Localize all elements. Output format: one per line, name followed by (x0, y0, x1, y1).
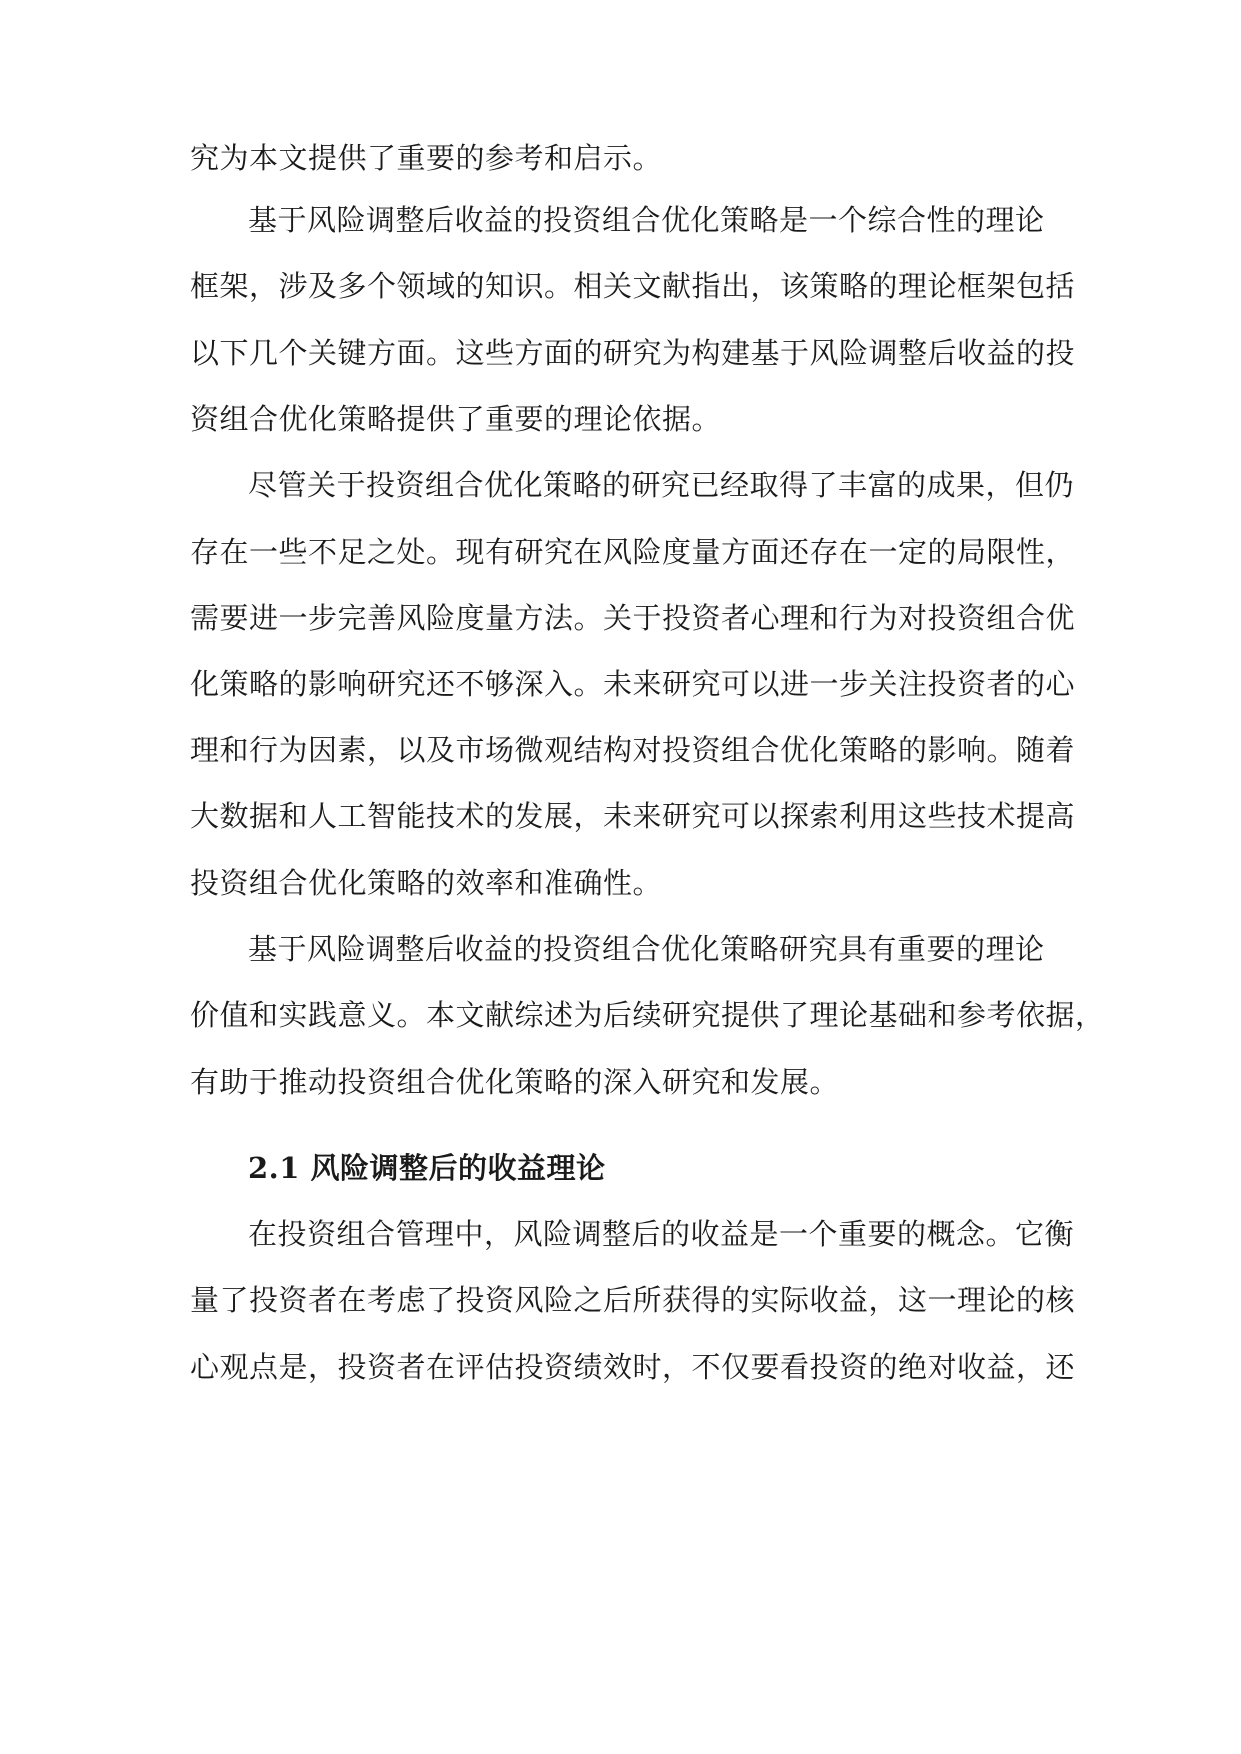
paragraph-line: 基于风险调整后收益的投资组合优化策略是一个综合性的理论 (248, 203, 1045, 237)
paragraph-line: 究为本文提供了重要的参考和启示。 (190, 141, 663, 175)
section-heading: 2.1 风险调整后的收益理论 (248, 1151, 606, 1185)
paragraph-line: 投资组合优化策略的效率和准确性。 (190, 866, 663, 900)
paragraph-line: 基于风险调整后收益的投资组合优化策略研究具有重要的理论 (248, 932, 1045, 966)
paragraph-line: 有助于推动投资组合优化策略的深入研究和发展。 (190, 1065, 840, 1099)
paragraph-line: 以下几个关键方面。这些方面的研究为构建基于风险调整后收益的投 (190, 336, 1076, 370)
paragraph-line: 资组合优化策略提供了重要的理论依据。 (190, 402, 722, 436)
paragraph-line: 存在一些不足之处。现有研究在风险度量方面还存在一定的局限性， (190, 535, 1076, 569)
paragraph-line: 在投资组合管理中，风险调整后的收益是一个重要的概念。它衡 (248, 1217, 1075, 1251)
paragraph-line: 需要进一步完善风险度量方法。关于投资者心理和行为对投资组合优 (190, 601, 1076, 635)
paragraph-line: 大数据和人工智能技术的发展，未来研究可以探索利用这些技术提高 (190, 799, 1076, 833)
paragraph-line: 量了投资者在考虑了投资风险之后所获得的实际收益，这一理论的核 (190, 1283, 1076, 1317)
paragraph-line: 框架，涉及多个领域的知识。相关文献指出，该策略的理论框架包括 (190, 269, 1076, 303)
paragraph-line: 理和行为因素，以及市场微观结构对投资组合优化策略的影响。随着 (190, 733, 1076, 767)
paragraph-line: 价值和实践意义。本文献综述为后续研究提供了理论基础和参考依据， (190, 998, 1105, 1032)
paragraph-line: 尽管关于投资组合优化策略的研究已经取得了丰富的成果，但仍 (248, 468, 1075, 502)
paragraph-line: 心观点是，投资者在评估投资绩效时，不仅要看投资的绝对收益，还 (190, 1350, 1076, 1384)
paragraph-line: 化策略的影响研究还不够深入。未来研究可以进一步关注投资者的心 (190, 667, 1076, 701)
